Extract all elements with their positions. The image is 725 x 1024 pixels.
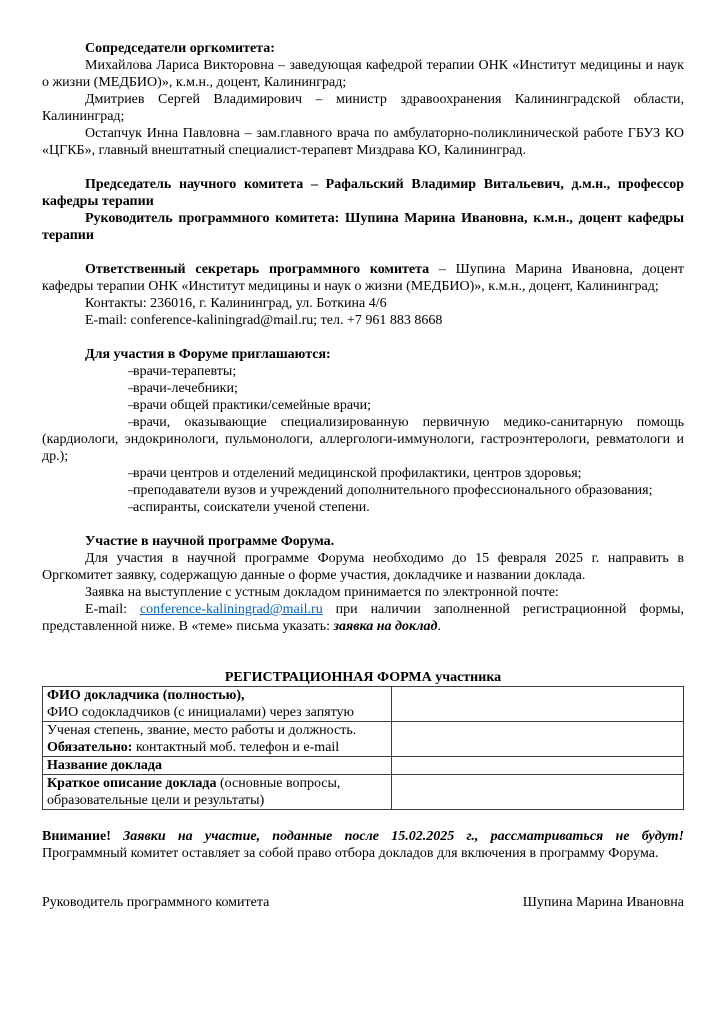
form-label-line: ФИО докладчика (полностью), (47, 688, 245, 703)
spacer (42, 652, 684, 669)
form-value-cell (392, 775, 684, 810)
signature-name: Шупина Марина Ивановна (522, 895, 684, 910)
form-value-cell (392, 687, 684, 722)
signature-role: Руководитель программного комитета (42, 895, 270, 910)
email-prefix: E-mail: (85, 602, 140, 617)
registration-form-title: РЕГИСТРАЦИОННАЯ ФОРМА участника (224, 670, 502, 685)
spacer (42, 516, 684, 533)
spacer (42, 635, 684, 652)
invitee-item-5 (42, 465, 684, 482)
registration-form-table (42, 686, 684, 810)
secretary-title: Ответственный секретарь программного комитета (85, 262, 430, 277)
invitee-item-text: врачи общей практики/семейные врачи; (133, 398, 371, 413)
list-dash: – (128, 415, 135, 430)
list-dash: – (128, 381, 135, 396)
form-label-required: Обязательно: (47, 740, 133, 755)
invitee-item-3 (42, 397, 684, 414)
participation-text-1: Для участия в научной программе Форума необходимо до 15 февраля 2025 г. направить в Оргкомитет заявку, содержащую данные о форме участия, докладчике и названии доклада. (42, 551, 684, 583)
table-row-report-description (43, 775, 684, 810)
organizer-member-3: Остапчук Инна Павловна – зам.главного врача по амбулаторно-поликлинической работе ГБУЗ КО «ЦГКБ», главный внештатный специалист-терапевт Миздрава КО, Калининград. (42, 126, 684, 158)
invitee-item-2 (42, 380, 684, 397)
form-label-line: Ученая степень, звание, место работы и должность. (47, 723, 357, 738)
participation-text-2: Заявка на выступление с устным докладом принимается по электронной почте: (85, 585, 559, 600)
list-dash: – (128, 483, 135, 498)
participation-heading: Участие в научной программе Форума. (85, 534, 335, 549)
form-label-cell (43, 757, 392, 775)
invitee-item-text: преподаватели вузов и учреждений дополнительного профессионального образования; (133, 483, 653, 498)
form-label-line: Краткое описание доклада (47, 776, 217, 791)
organizer-member-1: Михайлова Лариса Викторовна – заведующая кафедрой терапии ОНК «Институт медицины и наук о жизни (МЕДБИО)», к.м.н., доцент, Калининград; (42, 58, 684, 90)
invitee-item-text: врачи, оказывающие специализированную первичную медико-санитарную помощь (кардиологи, эндокринологи, пульмонологи, аллергологи-иммунологи, гастроэнтерологи, ревматологи и др.); (42, 415, 684, 464)
spacer (42, 159, 684, 176)
list-dash: – (128, 364, 135, 379)
table-row-report-title (43, 757, 684, 775)
invitee-item-text: аспиранты, соискатели ученой степени. (133, 500, 370, 515)
form-label-cell (43, 775, 392, 810)
email-link[interactable]: conference-kaliningrad@mail.ru (139, 602, 323, 617)
attention-notice (42, 828, 684, 862)
table-row-degree (43, 722, 684, 757)
email-period: . (437, 619, 441, 634)
invitee-item-6 (42, 482, 684, 499)
form-label-line: (основные вопросы, образовательные цели и результаты) (47, 776, 341, 808)
invitee-item-text: врачи центров и отделений медицинской профилактики, центров здоровья; (133, 466, 582, 481)
invitee-item-text: врачи-лечебники; (133, 381, 238, 396)
secretary-details: – Шупина Марина Ивановна, доцент кафедры терапии ОНК «Институт медицины и наук о жизни (МЕДБИО)», к.м.н., доцент, Калининград; (42, 262, 684, 294)
notice-deadline: Заявки на участие, поданные после 15.02.2025 г., рассматриваться не будут! (123, 829, 685, 844)
form-label-line: контактный моб. телефон и e-mail (132, 740, 340, 755)
notice-rest: Программный комитет оставляет за собой право отбора докладов для включения в программу Форума. (42, 846, 659, 861)
program-secretary (42, 261, 684, 295)
section-heading-cochairs: Сопредседатели оргкомитета: (85, 41, 275, 56)
invitee-item-text: врачи-терапевты; (133, 364, 237, 379)
invitation-heading: Для участия в Форуме приглашаются: (85, 347, 331, 362)
invitee-item-4 (42, 414, 684, 465)
list-dash: – (128, 398, 135, 413)
form-label-line: ФИО содокладчиков (с инициалами) через запятую (47, 705, 355, 720)
program-committee-head: Руководитель программного комитета: Шупина Марина Ивановна, к.м.н., доцент кафедры терапии (42, 211, 684, 243)
table-row-fio (43, 687, 684, 722)
organizer-member-2: Дмитриев Сергей Владимирович – министр здравоохранения Калининградской области, Калининград; (42, 92, 684, 124)
form-value-cell (392, 722, 684, 757)
signature-row (42, 894, 684, 911)
list-dash: – (128, 466, 135, 481)
notice-attention: Внимание! (42, 829, 124, 844)
form-label-cell (43, 722, 392, 757)
list-dash: – (128, 500, 135, 515)
invitee-item-1 (42, 363, 684, 380)
contacts-line: Контакты: 236016, г. Калининград, ул. Боткина 4/6 (85, 296, 387, 311)
science-committee-chair: Председатель научного комитета – Рафальский Владимир Витальевич, д.м.н., профессор кафедры терапии (42, 177, 684, 209)
form-label-line: Название доклада (47, 758, 163, 773)
spacer (42, 244, 684, 261)
contact-email-line: E-mail: conference-kaliningrad@mail.ru; тел. +7 961 883 8668 (85, 313, 443, 328)
spacer (42, 329, 684, 346)
form-label-cell (43, 687, 392, 722)
email-instructions: при наличии заполненной регистрационной формы, представленной ниже. В «теме» письма указать: (42, 602, 684, 634)
email-subject-emphasis: заявка на доклад (333, 619, 438, 634)
form-value-cell (392, 757, 684, 775)
application-email-paragraph (42, 601, 684, 635)
invitee-item-7 (42, 499, 684, 516)
